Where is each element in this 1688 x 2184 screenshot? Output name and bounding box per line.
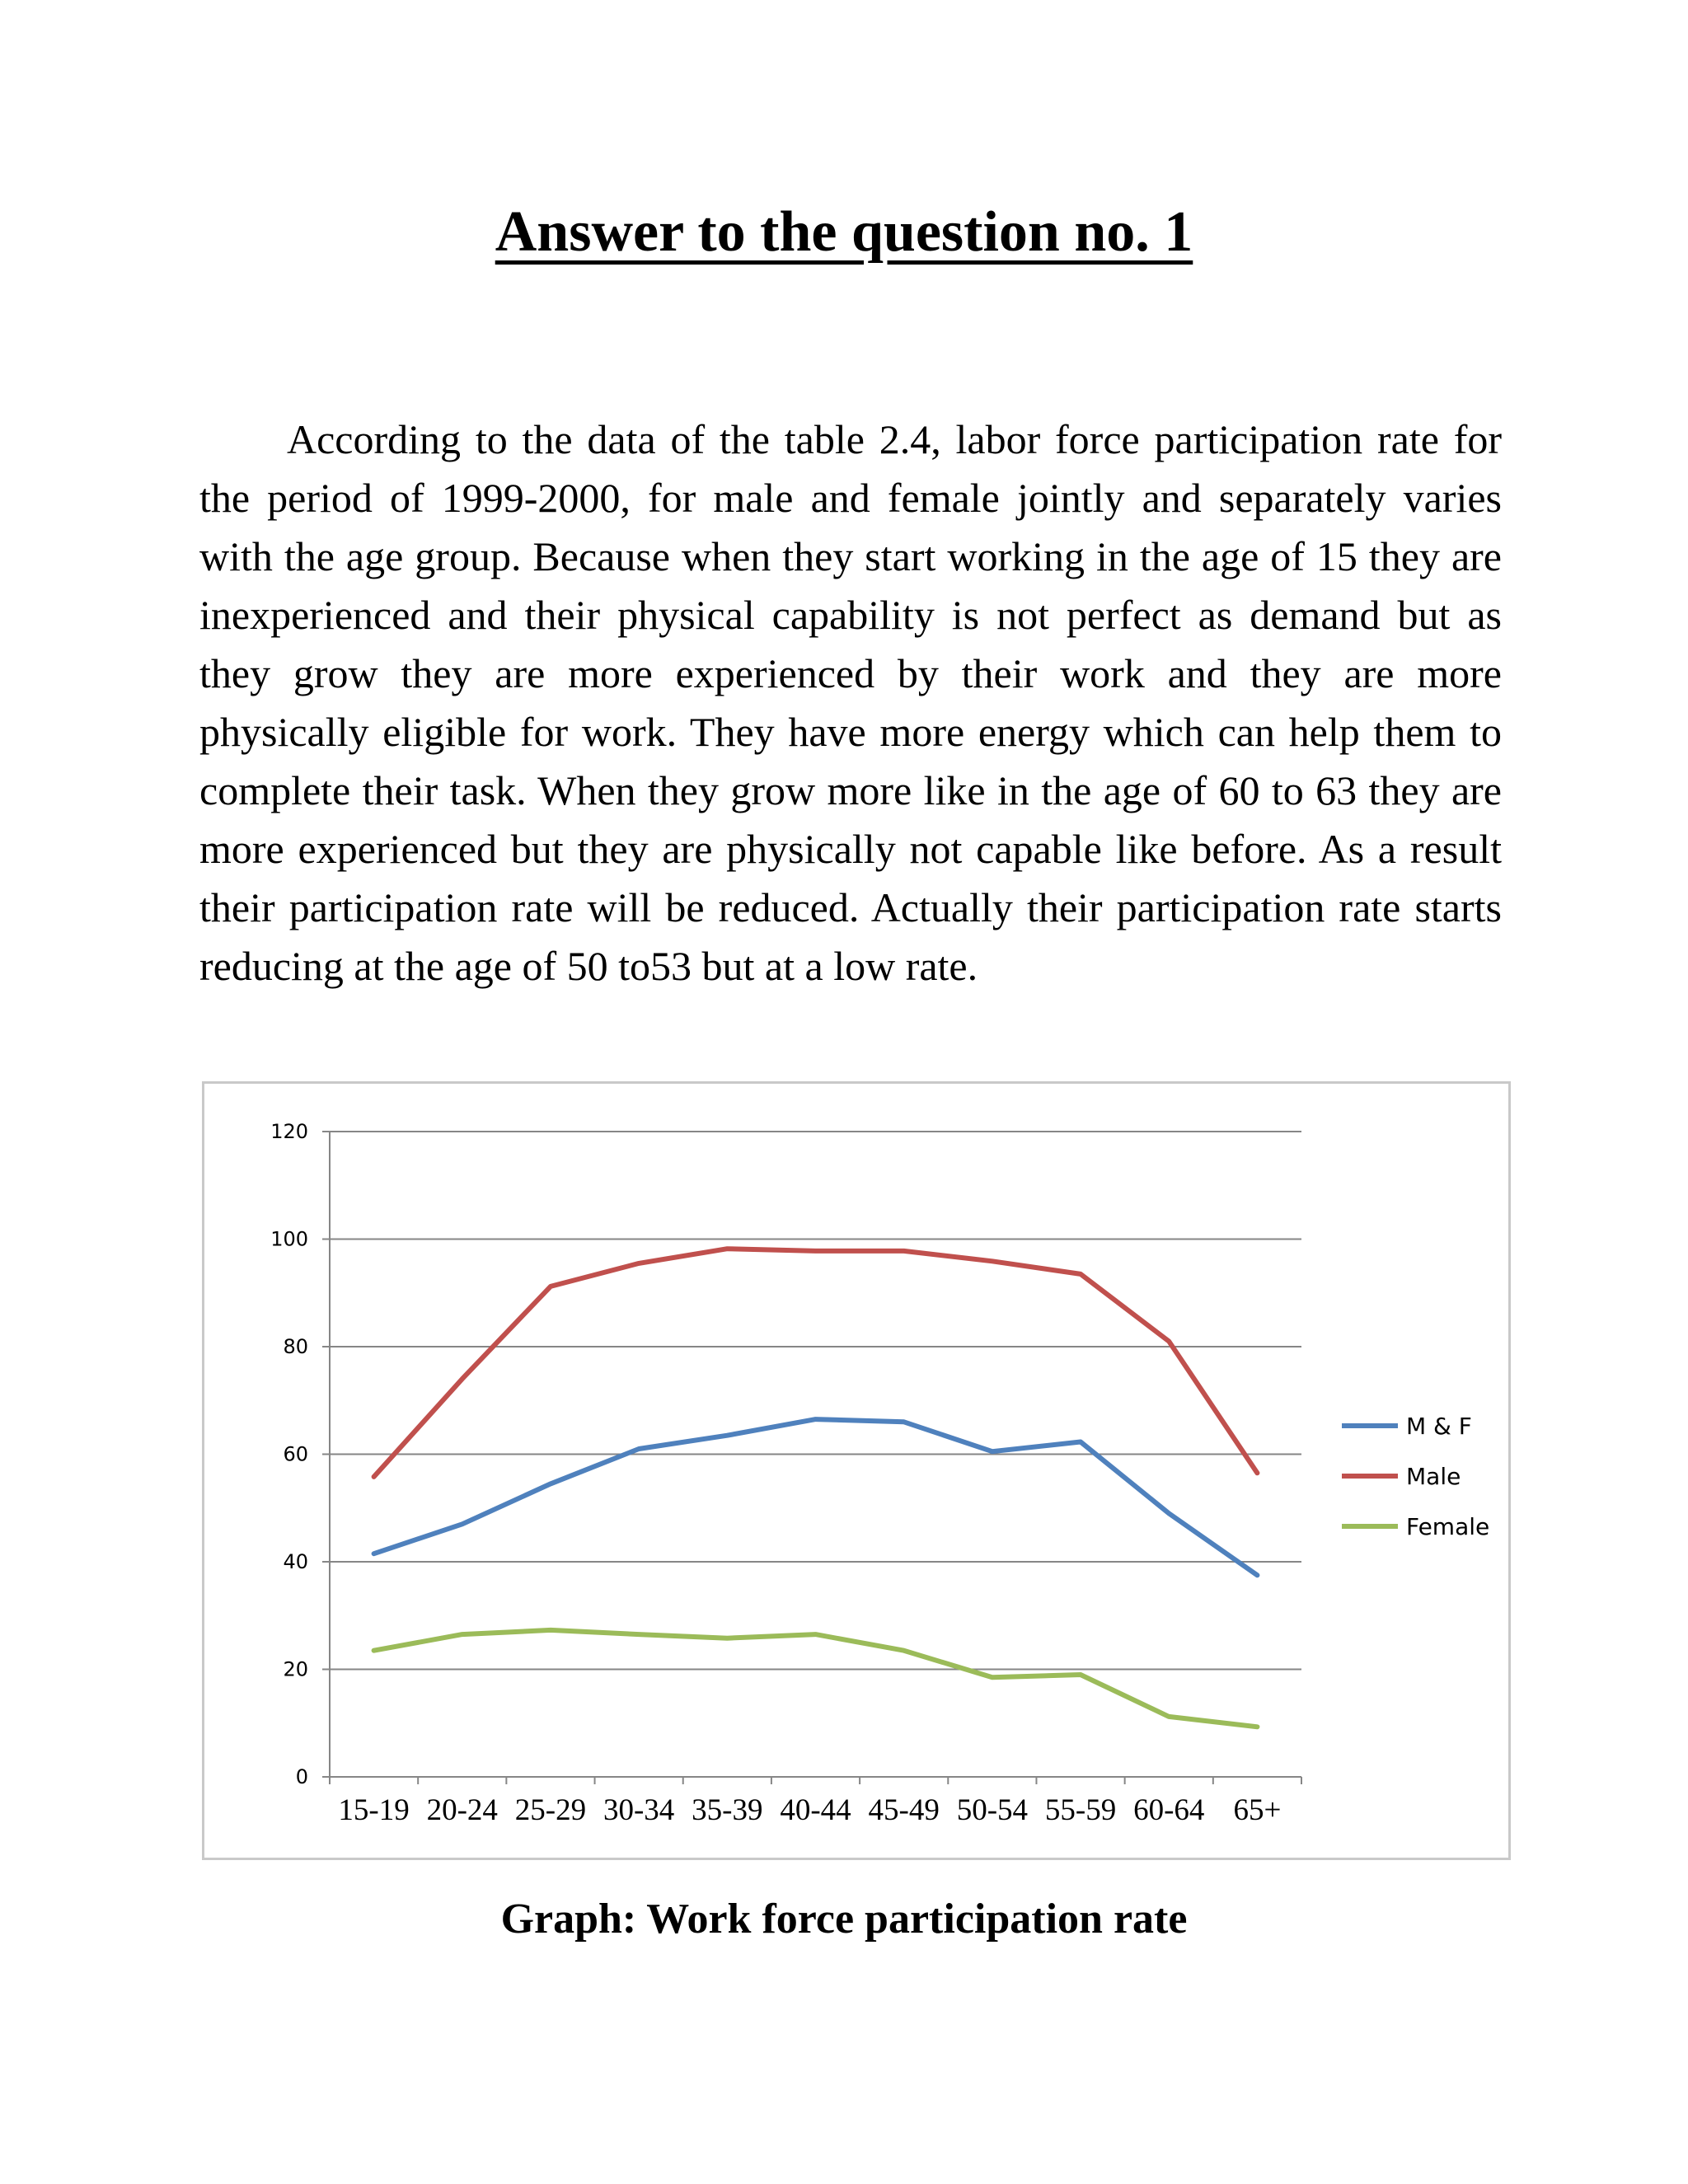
- legend-label: Male: [1406, 1463, 1461, 1490]
- y-tick-label: 40: [283, 1550, 308, 1573]
- graph-caption: Graph: Work force participation rate: [500, 1896, 1188, 1943]
- series-line-m-f: [374, 1419, 1258, 1575]
- x-tick-label: 45-49: [868, 1793, 940, 1827]
- legend-label: M & F: [1406, 1413, 1472, 1440]
- y-tick-label: 60: [283, 1442, 308, 1466]
- x-tick-label: 60-64: [1133, 1793, 1205, 1827]
- x-tick-label: 15-19: [338, 1793, 410, 1827]
- line-chart: [204, 1084, 1508, 1858]
- y-tick-label: 0: [295, 1765, 308, 1788]
- y-tick-label: 120: [270, 1120, 308, 1143]
- y-tick-label: 100: [270, 1227, 308, 1251]
- page-title: Answer to the question no. 1: [495, 200, 1193, 264]
- x-tick-label: 30-34: [603, 1793, 675, 1827]
- x-tick-label: 20-24: [426, 1793, 498, 1827]
- x-tick-label: 40-44: [780, 1793, 851, 1827]
- body-paragraph: According to the data of the table 2.4, labor force participation rate for the period of 1999-2000, for male and female jointly and separately varies with the age group. Because when they start working in the age of 15 they are inexperienced and their physical capability is not perfect as demand but as they grow they are more experienced by their work and they are more physically eligible for work. They have more energy which can help them to complete their task. When they grow more like in the age of 60 to 63 they are more experienced but they are physically not capable like before. As a result their participation rate will be reduced. Actually their participation rate starts reducing at the age of 50 to53 but at a low rate.: [199, 416, 1502, 989]
- series-line-male: [374, 1249, 1258, 1477]
- y-tick-label: 80: [283, 1335, 308, 1358]
- legend-label: Female: [1406, 1513, 1490, 1540]
- series-line-female: [374, 1630, 1258, 1727]
- x-tick-label: 35-39: [692, 1793, 763, 1827]
- y-tick-label: 20: [283, 1657, 308, 1681]
- x-tick-label: 65+: [1233, 1793, 1282, 1827]
- x-tick-label: 25-29: [514, 1793, 587, 1827]
- x-tick-label: 55-59: [1044, 1793, 1117, 1827]
- x-tick-label: 50-54: [956, 1793, 1029, 1827]
- chart-frame: [202, 1081, 1511, 1860]
